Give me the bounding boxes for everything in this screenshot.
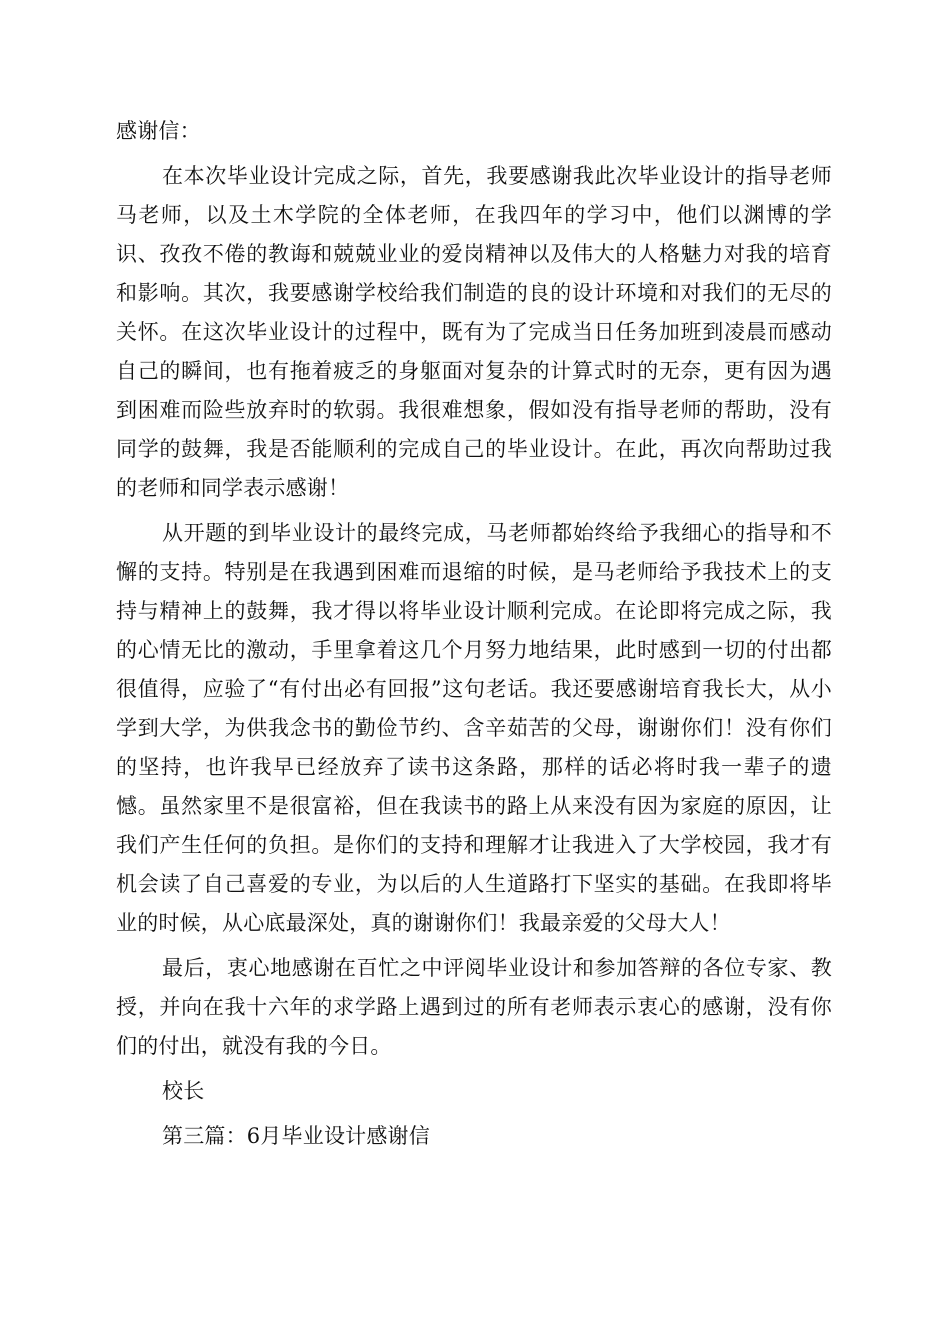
letter-signature: 校长 — [162, 1079, 205, 1103]
body-paragraph-1: 在本次毕业设计完成之际，首先，我要感谢我此次毕业设计的指导老师马老师，以及土木学院的全体老师，在我四年的学习中，他们以渊博的学识、孜孜不倦的教诲和兢兢业业的爱岗精神以及伟大的人格魅力对我的培育和影响。其次，我要感谢学校给我们制造的良的设计环境和对我们的无尽的关怀。在这次毕业设计的过程中，既有为了完成当日任务加班到凌晨而感动自己的瞬间，也有拖着疲乏的身躯面对复杂的计算式时的无奈，更有因为遇到困难而险些放弃时的软弱。我很难想象，假如没有指导老师的帮助，没有同学的鼓舞，我是否能顺利的完成自己的毕业设计。在此，再次向帮助过我的老师和同学表示感谢！ — [116, 164, 832, 500]
letter-salutation: 感谢信： — [116, 119, 201, 143]
body-paragraph-3: 最后，衷心地感谢在百忙之中评阅毕业设计和参加答辩的各位专家、教授，并向在我十六年的求学路上遇到过的所有老师表示衷心的感谢，没有你们的付出，就没有我的今日。 — [116, 956, 832, 1058]
next-section-title: 第三篇：6月毕业设计感谢信 — [162, 1124, 430, 1148]
document-page — [116, 112, 832, 1156]
body-paragraph-2: 从开题的到毕业设计的最终完成，马老师都始终给予我细心的指导和不懈的支持。特别是在我遇到困难而退缩的时候，是马老师给予我技术上的支持与精神上的鼓舞，我才得以将毕业设计顺利完成。在论即将完成之际，我的心情无比的激动，手里拿着这几个月努力地结果，此时感到一切的付出都很值得，应验了“有付出必有回报”这句老话。我还要感谢培育我长大，从小学到大学，为供我念书的勤俭节约、含辛茹苦的父母，谢谢你们！没有你们的坚持，也许我早已经放弃了读书这条路，那样的话必将时我一辈子的遗憾。虽然家里不是很富裕，但在我读书的路上从来没有因为家庭的原因，让我们产生任何的负担。是你们的支持和理解才让我进入了大学校园，我才有机会读了自己喜爱的专业，为以后的人生道路打下坚实的基础。在我即将毕业的时候，从心底最深处，真的谢谢你们！我最亲爱的父母大人！ — [116, 521, 832, 935]
